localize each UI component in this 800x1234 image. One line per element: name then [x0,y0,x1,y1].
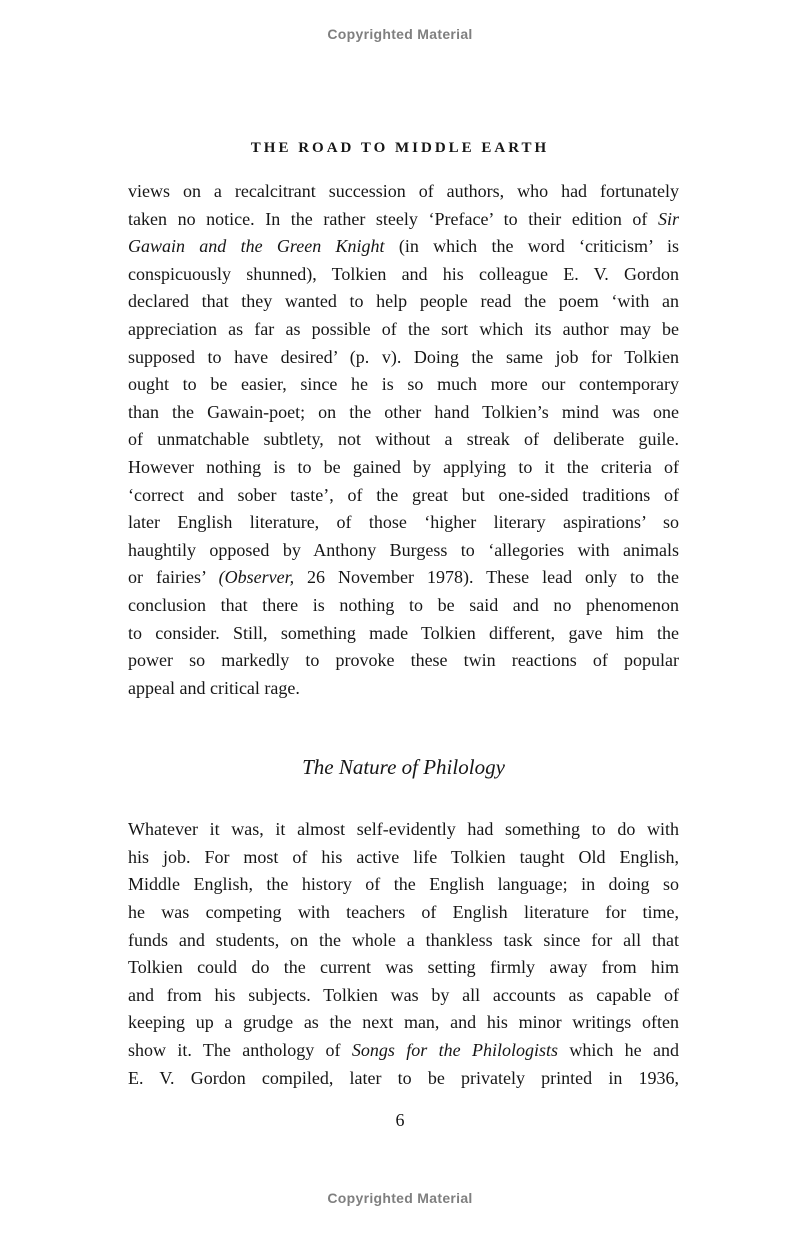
text-line: of unmatchable subtlety, not without a streak of deliberate guile. [128,429,679,450]
text-line: E. V. Gordon compiled, later to be privately printed in 1936, [128,1067,679,1088]
text-line: ‘correct and sober taste’, of the great but one-sided traditions of [128,484,679,505]
page-body [128,178,679,1092]
text-line: conclusion that there is nothing to be said and no phenomenon [128,594,679,615]
text-line: he was competing with teachers of English literature for time, [128,902,679,923]
text-line: appeal and critical rage. [128,677,300,698]
text-line: keeping up a grudge as the next man, and his minor writings often [128,1012,679,1033]
text-line: power so markedly to provoke these twin reactions of popular [128,650,679,671]
page-number: 6 [395,1110,405,1130]
text-line: haughtily opposed by Anthony Burgess to ‘allegories with animals [128,539,679,560]
copyright-notice-top: Copyrighted Material [327,26,473,42]
text-line: Whatever it was, it almost self-evidently had something to do with [128,819,679,840]
text-line: views on a recalcitrant succession of authors, who had fortunately [128,181,679,201]
section-heading: The Nature of Philology [302,755,505,780]
text-line: Gawain and the Green Knight (in which the word ‘criticism’ is [128,236,679,257]
text-line: show it. The anthology of Songs for the Philologists which he and [128,1040,680,1061]
text-line: conspicuously shunned), Tolkien and his colleague E. V. Gordon [128,263,679,284]
text-line: appreciation as far as possible of the sort which its author may be [128,318,679,339]
text-line: However nothing is to be gained by applying to it the criteria of [128,456,679,477]
body-paragraph-2 [128,816,679,1092]
copyright-notice-bottom: Copyrighted Material [327,1190,473,1206]
text-line: declared that they wanted to help people read the poem ‘with an [128,291,679,312]
text-line: to consider. Still, something made Tolkien different, gave him the [128,622,679,643]
text-line: than the Gawain-poet; on the other hand Tolkien’s mind was one [128,401,679,422]
text-line: and from his subjects. Tolkien was by all accounts as capable of [128,984,679,1005]
text-line: his job. For most of his active life Tolkien taught Old English, [128,846,679,867]
text-line: Middle English, the history of the English language; in doing so [128,874,679,895]
text-line: or fairies’ (Observer, 26 November 1978). These lead only to the [128,567,679,588]
text-line: funds and students, on the whole a thankless task since for all that [128,929,679,950]
body-paragraph-1 [128,178,679,702]
text-line: later English literature, of those ‘higher literary aspirations’ so [128,512,679,533]
running-header: THE ROAD TO MIDDLE EARTH [250,140,550,156]
text-line: Tolkien could do the current was setting firmly away from him [128,957,679,978]
text-line: supposed to have desired’ (p. v). Doing the same job for Tolkien [128,346,679,367]
text-line: taken no notice. In the rather steely ‘Preface’ to their edition of Sir [128,208,679,229]
text-line: ought to be easier, since he is so much more our contemporary [128,374,679,395]
